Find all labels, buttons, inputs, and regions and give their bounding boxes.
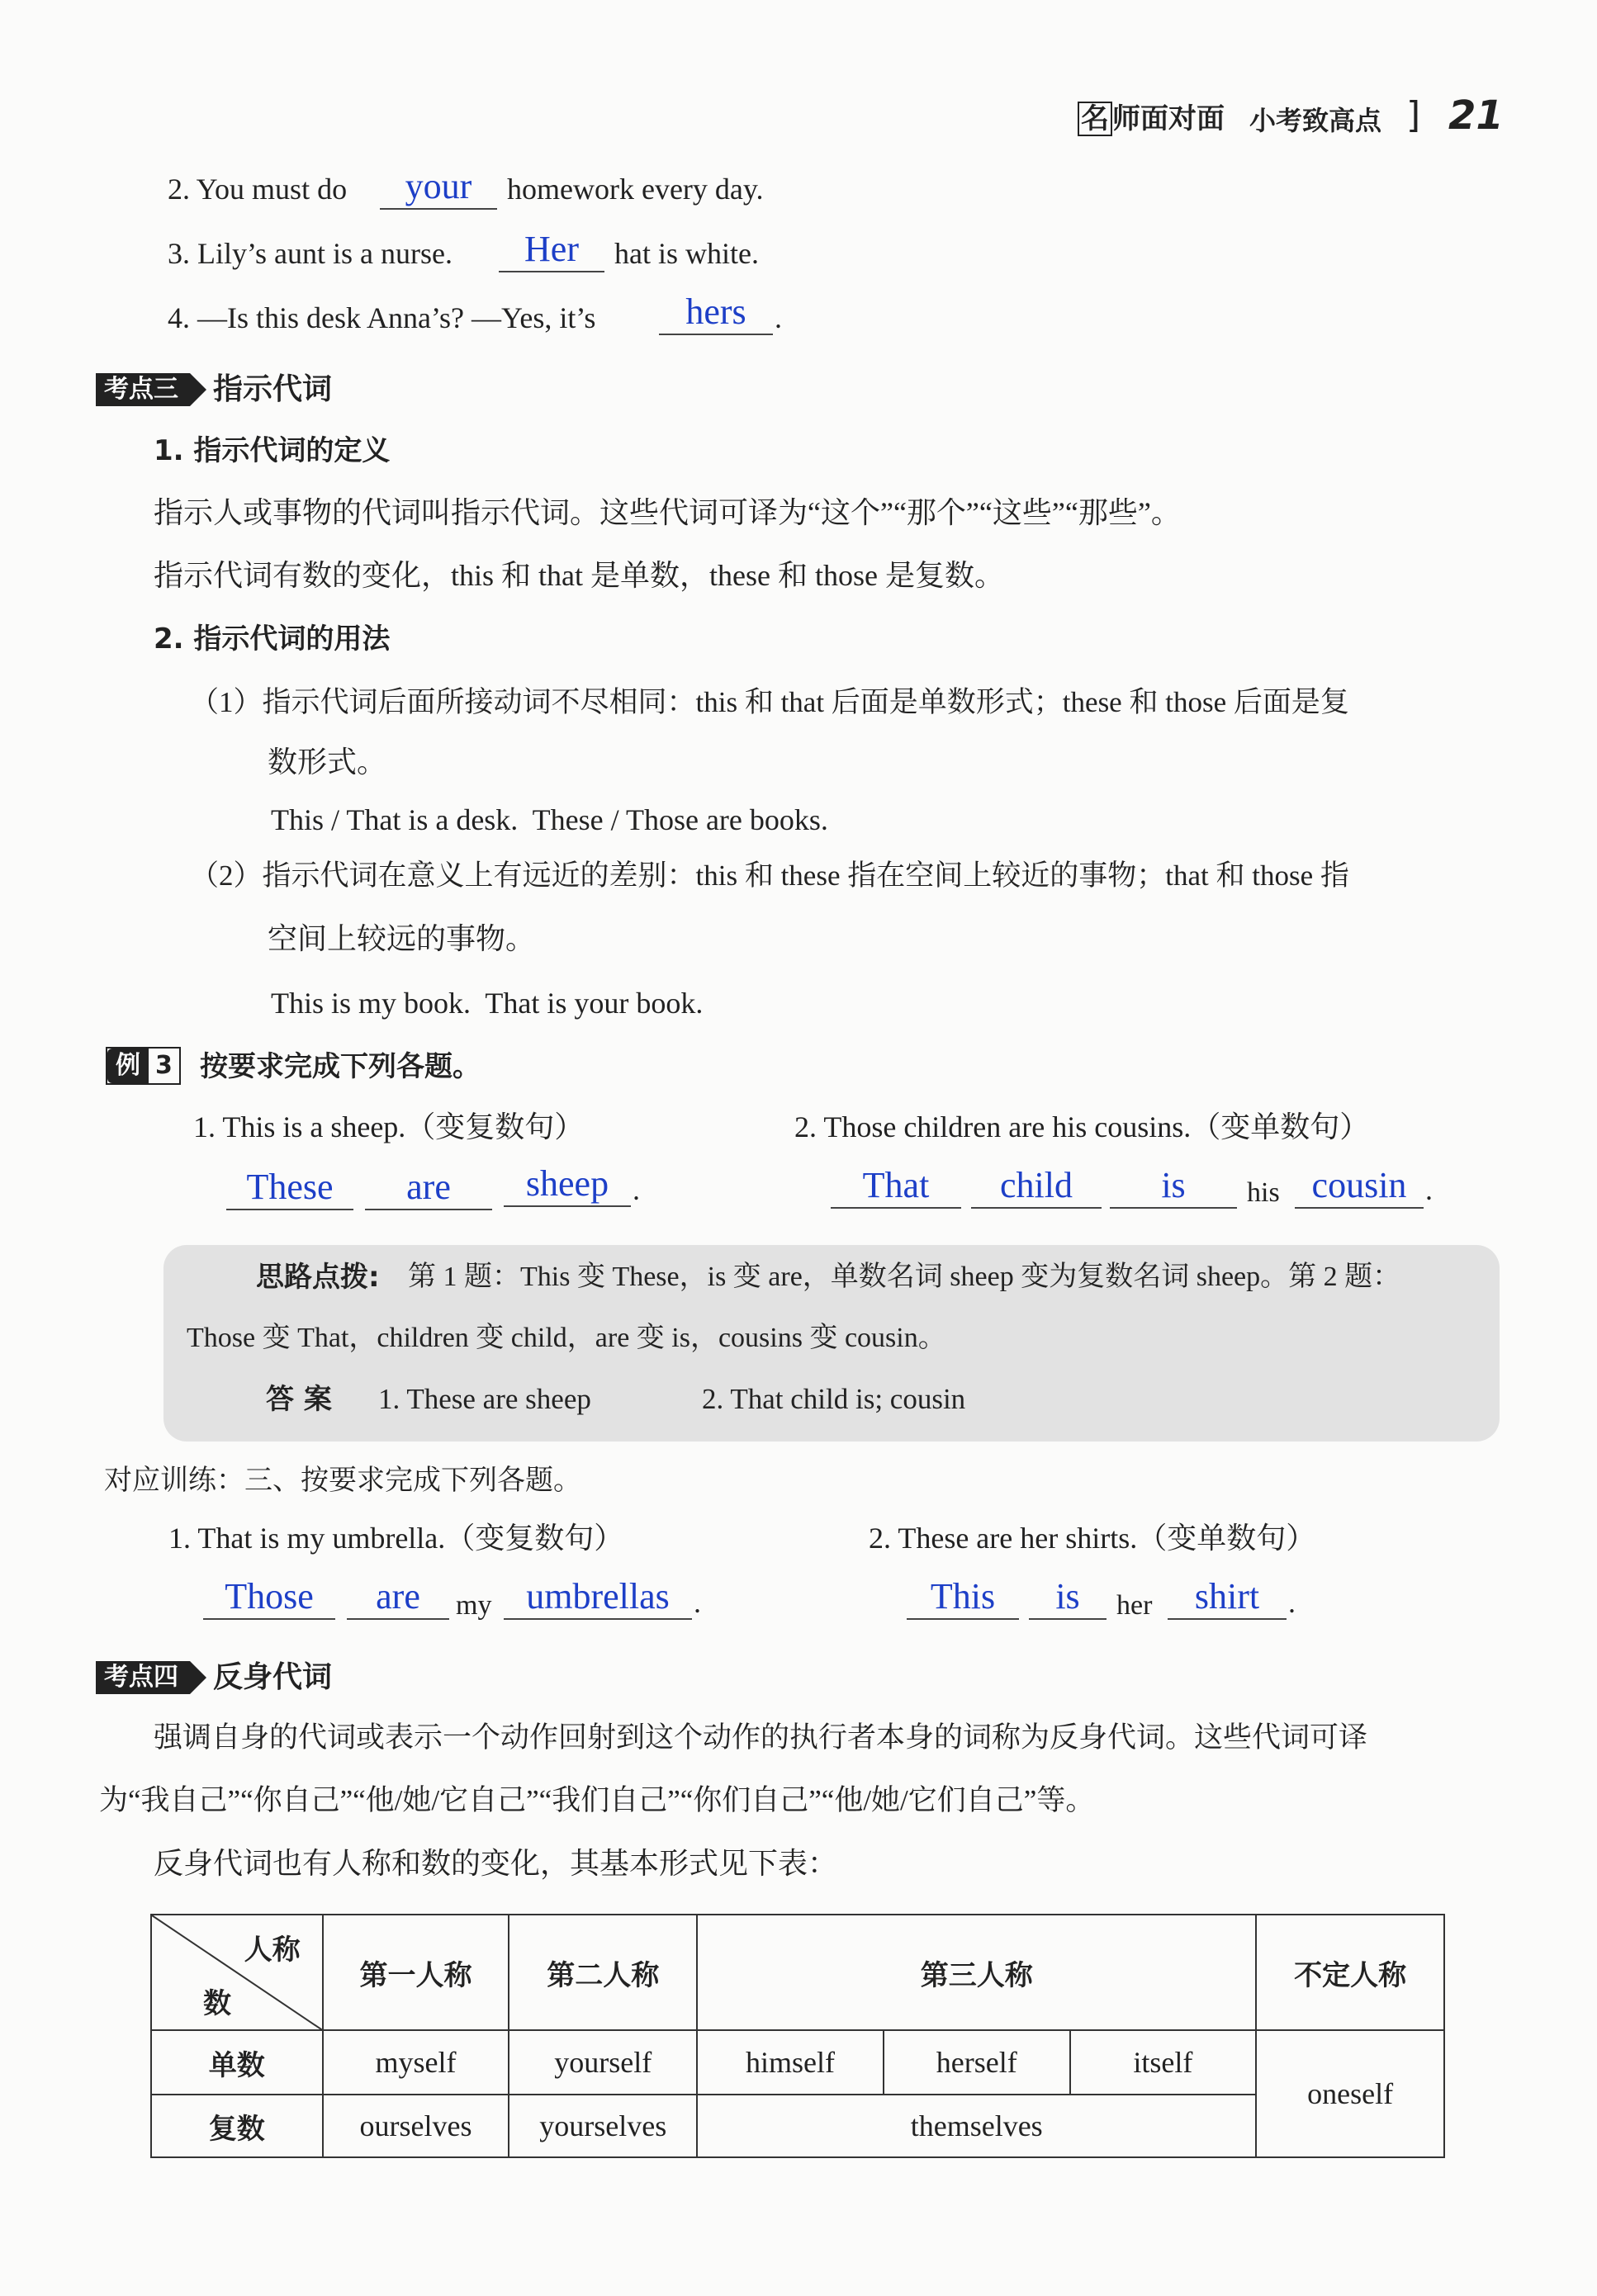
practice-title: 对应训练：三、按要求完成下列各题。 — [104, 1464, 581, 1497]
page-number: 21 — [1448, 92, 1504, 139]
section-title: 指示代词 — [213, 372, 333, 406]
top-exercise-2: 2. You must do — [168, 173, 348, 206]
table-header-cell: 不定人称 — [1256, 1915, 1444, 2030]
answer-blank: is — [1110, 1164, 1237, 1209]
answer-blank — [380, 165, 497, 210]
table-header-cell: 第二人称 — [509, 1915, 697, 2030]
subheading: 1. 指示代词的定义 — [154, 434, 391, 467]
paragraph: （1）指示代词后面所接动词不尽相同：this 和 that 后面是单数形式；these 和 those 后面是复 — [190, 686, 1349, 718]
answer-blank: umbrellas — [504, 1575, 692, 1620]
table-header-row — [151, 1915, 1444, 2030]
top-exercise-4-tail: . — [775, 301, 782, 334]
table-cell: myself — [323, 2030, 509, 2095]
answer-blank: are — [365, 1166, 492, 1210]
answer-blank: cousin — [1295, 1164, 1424, 1209]
answer-blank: are — [347, 1575, 449, 1620]
paragraph: 为“我自己”“你自己”“他/她/它自己”“我们自己”“你们自己”“他/她/它们自己”等。 — [99, 1784, 1095, 1816]
table-cell: herself — [884, 2030, 1070, 2095]
answer-1: 1. These are sheep — [378, 1383, 591, 1415]
answer-blank: Those — [203, 1575, 335, 1620]
section-tag: 考点四 — [96, 1661, 190, 1694]
top-exercise-4: 4. —Is this desk Anna’s? —Yes, it’s — [168, 301, 596, 334]
answer-text: your — [405, 166, 472, 206]
fixed-word: his — [1247, 1177, 1280, 1208]
subheading: 2. 指示代词的用法 — [154, 623, 391, 656]
header-brand — [1078, 101, 1225, 137]
hint-label: 思路点拨: — [256, 1261, 380, 1294]
example-question-2: 2. Those children are his cousins.（变单数句） — [794, 1110, 1370, 1143]
paragraph: 空间上较远的事物。 — [268, 922, 536, 955]
top-exercise-2-tail: homework every day. — [507, 173, 764, 206]
table-row — [151, 2095, 1444, 2157]
header-bracket: ] — [1406, 94, 1421, 136]
answer-blank: sheep — [504, 1162, 631, 1207]
example-sentence: This is my book. That is your book. — [271, 987, 704, 1020]
paragraph: 指示人或事物的代词叫指示代词。这些代词可译为“这个”“那个”“这些”“那些”。 — [154, 496, 1181, 529]
table-row — [151, 2030, 1444, 2095]
table-header-cell: 第一人称 — [323, 1915, 509, 2030]
answer-blank: That — [831, 1164, 961, 1209]
period: . — [694, 1586, 701, 1619]
table-cell: yourself — [509, 2030, 697, 2095]
header-series: 小考致高点 — [1249, 105, 1382, 136]
paragraph: （2）指示代词在意义上有远近的差别：this 和 these 指在空间上较近的事物；that 和 those 指 — [190, 859, 1349, 892]
answer-blank: shirt — [1168, 1575, 1287, 1620]
reflexive-pronoun-table — [150, 1914, 1445, 2158]
example-question-1: 1. This is a sheep.（变复数句） — [193, 1110, 585, 1143]
answer-blank: These — [226, 1166, 353, 1210]
answer-label: 答 案 — [266, 1383, 332, 1416]
paragraph: 反身代词也有人称和数的变化，其基本形式见下表： — [154, 1847, 838, 1880]
corner-label-top: 人称 — [244, 1934, 301, 1967]
table-cell: yourselves — [509, 2095, 697, 2157]
top-exercise-3: 3. Lily’s aunt is a nurse. — [168, 237, 453, 270]
example-instruction: 按要求完成下列各题。 — [200, 1050, 481, 1083]
paragraph: 数形式。 — [268, 746, 387, 779]
top-exercise-3-tail: hat is white. — [614, 237, 759, 270]
answer-blank: This — [907, 1575, 1019, 1620]
practice-question-2: 2. These are her shirts.（变单数句） — [869, 1522, 1316, 1555]
answer-2: 2. That child is; cousin — [702, 1383, 966, 1415]
table-cell: itself — [1070, 2030, 1257, 2095]
example-sentence: This / That is a desk. These / Those are books. — [271, 803, 828, 836]
row-label: 复数 — [151, 2095, 323, 2157]
table-cell: himself — [697, 2030, 884, 2095]
period: . — [1425, 1173, 1433, 1206]
answer-text: hers — [685, 291, 746, 332]
period: . — [633, 1173, 640, 1206]
table-corner-cell — [151, 1915, 323, 2030]
brand-mark: 名 — [1078, 102, 1112, 136]
answer-text: Her — [524, 229, 579, 269]
paragraph: 指示代词有数的变化，this 和 that 是单数，these 和 those 是复数。 — [154, 559, 1004, 592]
table-cell: themselves — [697, 2095, 1256, 2157]
answer-blank: is — [1029, 1575, 1107, 1620]
hint-text: Those 变 That，children 变 child，are 变 is，cousins 变 cousin。 — [187, 1323, 946, 1353]
answer-blank: child — [971, 1164, 1102, 1209]
answer-blank — [499, 228, 604, 272]
practice-question-1: 1. That is my umbrella.（变复数句） — [168, 1522, 624, 1555]
fixed-word: my — [456, 1590, 492, 1621]
brand-name: 师面对面 — [1112, 102, 1225, 135]
period: . — [1288, 1586, 1296, 1619]
example-tag: 例 3 — [106, 1047, 181, 1085]
paragraph: 强调自身的代词或表示一个动作回射到这个动作的执行者本身的词称为反身代词。这些代词可译 — [154, 1721, 1368, 1754]
table-header-cell: 第三人称 — [697, 1915, 1256, 2030]
section-title: 反身代词 — [213, 1660, 333, 1694]
table-cell: oneself — [1256, 2030, 1444, 2157]
row-label: 单数 — [151, 2030, 323, 2095]
fixed-word: her — [1116, 1590, 1153, 1621]
hint-text: 第 1 题：This 变 These，is 变 are，单数名词 sheep 变为复数名词 sheep。第 2 题： — [408, 1262, 1401, 1292]
corner-label-bottom: 数 — [203, 1987, 231, 2020]
answer-blank — [659, 291, 773, 335]
section-tag: 考点三 — [96, 373, 190, 406]
table-cell: ourselves — [323, 2095, 509, 2157]
